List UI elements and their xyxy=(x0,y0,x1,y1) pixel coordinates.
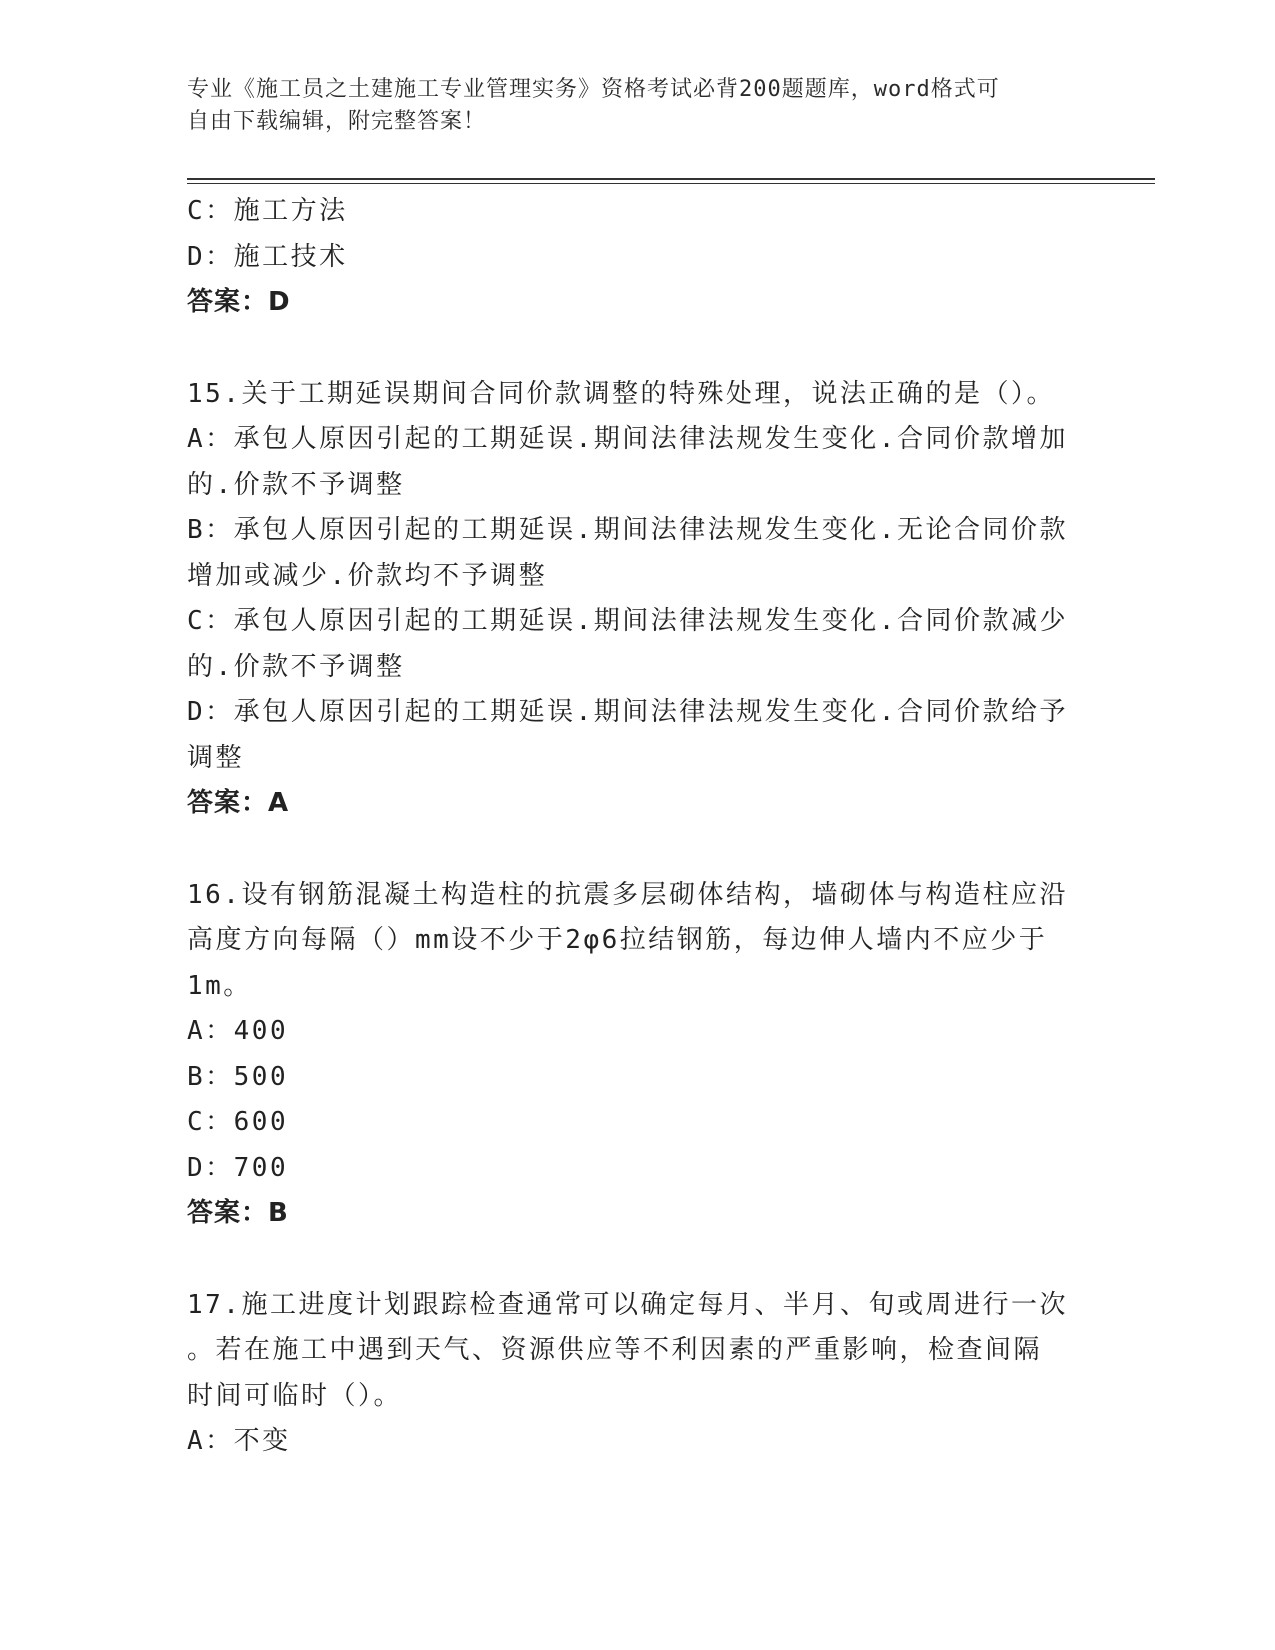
answer-label: 答案：D xyxy=(187,287,291,317)
header-title-line-1: 专业《施工员之土建施工专业管理实务》资格考试必背200题题库，word格式可 xyxy=(187,77,1000,102)
question-stem: 16.设有钢筋混凝土构造柱的抗震多层砌体结构，墙砌体与构造柱应沿 xyxy=(187,879,1068,910)
document-header xyxy=(187,74,1067,138)
spacer xyxy=(187,827,1087,873)
option-c-continued: 的.价款不予调整 xyxy=(187,651,405,682)
question-14-continued xyxy=(187,189,1087,326)
option-b: B：承包人原因引起的工期延误.期间法律法规发生变化.无论合同价款 xyxy=(187,515,1068,545)
option-d-continued: 调整 xyxy=(187,742,245,773)
header-divider-thin xyxy=(187,183,1155,184)
document-body xyxy=(187,189,1087,1465)
option-a: A：承包人原因引起的工期延误.期间法律法规发生变化.合同价款增加 xyxy=(187,424,1068,454)
question-stem-continued: 时间可临时（）。 xyxy=(187,1380,403,1411)
answer-label: 答案：B xyxy=(187,1198,289,1228)
question-16 xyxy=(187,873,1087,1237)
option-d: D：700 xyxy=(187,1152,289,1183)
spacer xyxy=(187,326,1087,372)
option-a: A：400 xyxy=(187,1016,289,1046)
question-stem: 17.施工进度计划跟踪检查通常可以确定每月、半月、旬或周进行一次 xyxy=(187,1289,1068,1320)
option-d: D：承包人原因引起的工期延误.期间法律法规发生变化.合同价款给予 xyxy=(187,697,1068,727)
question-17 xyxy=(187,1283,1087,1465)
option-c: C：施工方法 xyxy=(187,196,348,226)
header-title-line-2: 自由下载编辑，附完整答案！ xyxy=(187,109,487,134)
spacer xyxy=(187,1237,1087,1283)
option-b-continued: 增加或减少.价款均不予调整 xyxy=(187,560,548,591)
option-d: D：施工技术 xyxy=(187,241,348,272)
option-c: C：600 xyxy=(187,1107,289,1137)
option-a: A：不变 xyxy=(187,1426,291,1456)
header-divider-thick xyxy=(187,178,1155,180)
option-c: C：承包人原因引起的工期延误.期间法律法规发生变化.合同价款减少 xyxy=(187,606,1068,636)
question-15 xyxy=(187,372,1087,827)
option-b: B：500 xyxy=(187,1061,289,1092)
answer-label: 答案：A xyxy=(187,788,290,818)
question-stem: 15.关于工期延误期间合同价款调整的特殊处理，说法正确的是（）。 xyxy=(187,378,1055,409)
question-stem-continued: 。若在施工中遇到天气、资源供应等不利因素的严重影响，检查间隔 xyxy=(187,1335,1043,1365)
question-stem-continued: 1m。 xyxy=(187,970,252,1001)
question-stem-continued: 高度方向每隔（）mm设不少于2φ6拉结钢筋，每边伸人墙内不应少于 xyxy=(187,925,1048,955)
option-a-continued: 的.价款不予调整 xyxy=(187,469,405,500)
